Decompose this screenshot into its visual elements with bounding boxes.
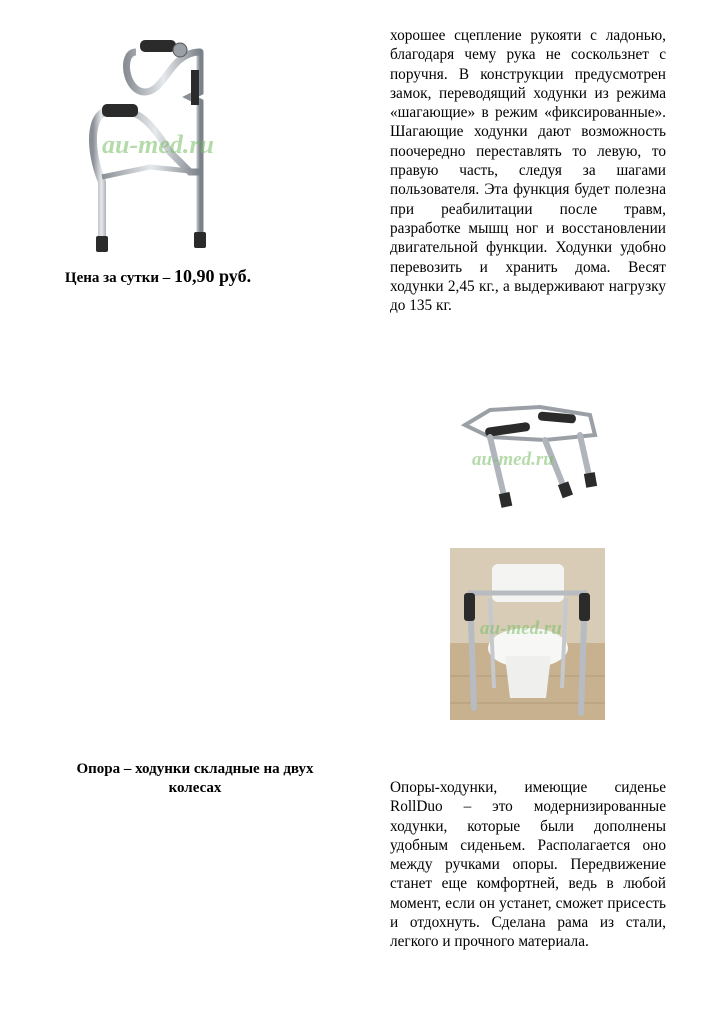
watermark-text: au-med.ru (102, 130, 214, 159)
price-line (38, 266, 278, 287)
walker-photo (50, 22, 260, 264)
watermark-text: au-med.ru (472, 449, 554, 470)
price-value: 10,90 руб. (174, 266, 252, 286)
section-heading: Опора – ходунки складные на двух колесах (76, 761, 314, 796)
rollduo-description: Опоры-ходунки, имеющие сиденье RollDuo – это модернизированные ходунки, которые были дополнены удобным сиденьем. Располагается оно между ручками опоры. Передвижение станет еще комфортней, ведь в любой момент, если он устанет, сможет присесть и отдохнуть. Сделана рама из стали, легкого и прочного материала. (390, 779, 666, 951)
toilet-walker-photo (450, 548, 605, 720)
watermark-text: au-med.ru (480, 618, 562, 639)
folded-walker-photo (450, 385, 610, 520)
walker-description: хорошее сцепление рукояти с ладонью, благодаря чему рука не соскользнет с поручня. В конструкции предусмотрен замок, переводящий ходунки из режима «шагающие» в режим «фиксированные». Шагающие ходунки дают возможность поочередно переставлять то левую, то правую часть, следуя за шагами пользователя. Эта функция будет полезна при реабилитации после травм, разработке мышц ног и восстановлении двигательной функции. Ходунки удобно перевозить и хранить дома. Весят ходунки 2,45 кг., а выдерживают нагрузку до 135 кг. (390, 27, 666, 315)
price-label: Цена за сутки – (64, 270, 175, 286)
